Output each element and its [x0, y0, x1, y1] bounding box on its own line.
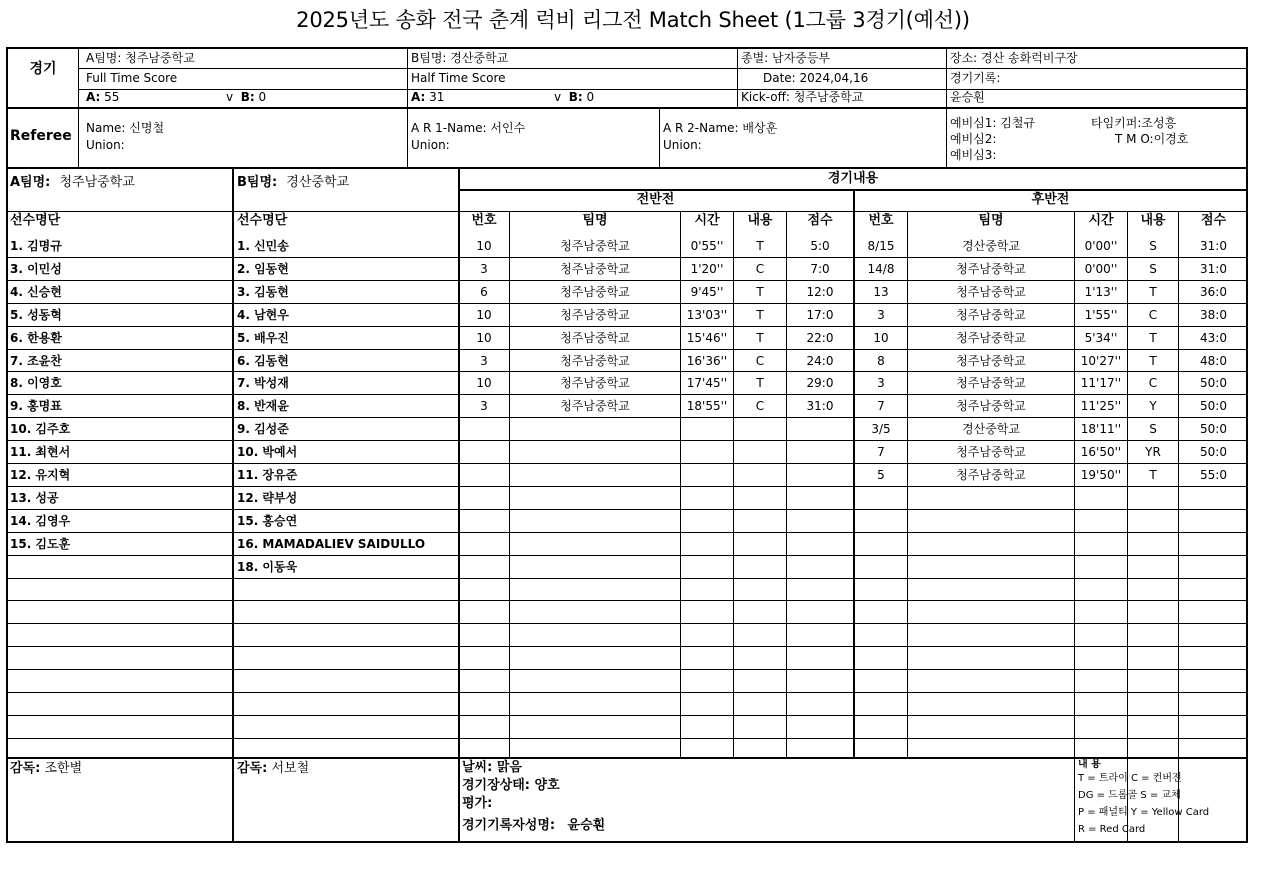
second-half-num: 3: [877, 376, 885, 390]
first-half-score: 29:0: [806, 376, 834, 390]
first-half-content: C: [755, 262, 765, 276]
table-row: [8, 258, 1248, 281]
team-b-heading: B팀명: 경산중학교: [237, 175, 350, 190]
second-half-score: 38:0: [1200, 308, 1227, 322]
second-half-team: 경산중학교: [962, 422, 1020, 436]
player-a: 12. 유지혁: [10, 468, 71, 482]
second-half-time: 16'50'': [1080, 445, 1122, 459]
first-half-num: 6: [480, 285, 488, 299]
half-time-score-b: v B: 0: [554, 90, 595, 104]
ar2-name: A R 2-Name: 배상훈: [663, 121, 778, 135]
coach-b: 감독: 서보철: [237, 761, 310, 776]
second-half-content: S: [1149, 239, 1157, 253]
second-half-time: 11'25'': [1080, 399, 1122, 413]
reserve-3: 예비심3:: [950, 148, 997, 162]
second-half-time: 1'55'': [1084, 308, 1118, 322]
full-time-score-b: v B: 0: [226, 90, 267, 104]
first-half-content: C: [755, 399, 765, 413]
second-half-content: C: [1148, 308, 1158, 322]
first-half-team: 청주남중학교: [560, 262, 630, 276]
first-half-content: T: [756, 331, 764, 345]
legend-line-4: R = Red Card: [1078, 824, 1146, 835]
second-half-team: 청주남중학교: [956, 376, 1026, 390]
first-half-num: 10: [476, 239, 492, 253]
table-row: [8, 281, 1248, 304]
player-list-header-b: 선수명단: [237, 213, 288, 228]
first-half-time: 15'46'': [686, 331, 728, 345]
kickoff: Kick-off: 청주남중학교: [741, 90, 864, 104]
second-half-score: 50:0: [1200, 422, 1227, 436]
second-half-team: 청주남중학교: [956, 285, 1026, 299]
recorder: 윤승훤: [950, 90, 985, 104]
half-time-label: Half Time Score: [411, 71, 506, 85]
player-b: 3. 김동현: [237, 285, 289, 299]
table-row: [8, 693, 1248, 716]
first-half-num: 10: [476, 376, 492, 390]
player-a: 8. 이영호: [10, 376, 62, 390]
second-half-score: 55:0: [1200, 468, 1227, 482]
reserve-2: 예비심2:: [950, 132, 997, 146]
second-half-team: 청주남중학교: [956, 468, 1026, 482]
first-half-score: 17:0: [806, 308, 834, 322]
table-row: [8, 464, 1248, 487]
table-row: [8, 670, 1248, 693]
first-half-score: 22:0: [806, 331, 834, 345]
second-half-title: 후반전: [1031, 192, 1070, 207]
second-half-content: T: [1149, 468, 1157, 482]
table-row: [8, 579, 1248, 602]
col-content-1: 내용: [747, 213, 773, 228]
first-half-team: 청주남중학교: [560, 376, 630, 390]
second-half-team: 청주남중학교: [956, 445, 1026, 459]
second-half-team: 청주남중학교: [956, 262, 1026, 276]
col-time-2: 시간: [1088, 213, 1114, 228]
player-b: 10. 박예서: [237, 445, 298, 459]
second-half-num: 13: [873, 285, 889, 299]
page-title: 2025년도 송화 전국 춘계 럭비 리그전 Match Sheet (1그룹 3경기(예선)): [296, 8, 970, 32]
table-row: [8, 716, 1248, 739]
first-half-content: T: [756, 285, 764, 299]
col-time-1: 시간: [694, 213, 720, 228]
table-row: [8, 441, 1248, 464]
first-half-content: T: [756, 239, 764, 253]
reserve-1: 예비심1: 김철규: [950, 116, 1036, 130]
second-half-team: 청주남중학교: [956, 308, 1026, 322]
player-list-header-a: 선수명단: [10, 213, 61, 228]
player-a: 10. 김주호: [10, 422, 71, 436]
second-half-content: S: [1149, 422, 1157, 436]
player-b: 16. MAMADALIEV SAIDULLO: [237, 537, 426, 551]
referee-name: Name: 신명철: [86, 121, 165, 135]
second-half-time: 0'00'': [1084, 239, 1118, 253]
table-row: [8, 739, 1248, 762]
table-row: [8, 395, 1248, 418]
table-row: [8, 624, 1248, 647]
player-a: 5. 성동혁: [10, 308, 62, 322]
second-half-score: 43:0: [1200, 331, 1227, 345]
table-row: [8, 510, 1248, 533]
ar1-union: Union:: [411, 138, 450, 152]
player-a: 6. 한용환: [10, 331, 62, 345]
player-b: 5. 배우진: [237, 331, 289, 345]
col-score-1: 점수: [807, 213, 833, 228]
recorder-signature: 경기기록자성명: 윤승훤: [462, 818, 606, 833]
first-half-content: T: [756, 308, 764, 322]
first-half-score: 7:0: [810, 262, 830, 276]
second-half-time: 1'13'': [1084, 285, 1118, 299]
player-b: 8. 반재윤: [237, 399, 289, 413]
match-date: Date: 2024,04,16: [763, 71, 869, 85]
second-half-content: YR: [1145, 445, 1161, 459]
first-half-team: 청주남중학교: [560, 285, 630, 299]
category: 종별: 남자중등부: [741, 51, 831, 65]
field-condition: 경기장상태: 양호: [462, 778, 560, 793]
team-a-heading: A팀명: 청주남중학교: [10, 175, 135, 190]
table-row: [8, 327, 1248, 350]
col-team-2: 팀명: [978, 213, 1004, 228]
player-b: 15. 홍승연: [237, 514, 298, 528]
second-half-score: 50:0: [1200, 399, 1227, 413]
player-b: 7. 박성재: [237, 376, 289, 390]
second-half-num: 7: [877, 445, 885, 459]
second-half-content: T: [1149, 285, 1157, 299]
first-half-score: 12:0: [806, 285, 834, 299]
player-a: 4. 신승현: [10, 285, 62, 299]
first-half-num: 10: [476, 308, 492, 322]
legend-title: 내 용: [1078, 759, 1101, 770]
evaluation: 평가:: [462, 796, 493, 811]
player-a: 1. 김명규: [10, 239, 62, 253]
col-team-1: 팀명: [582, 213, 608, 228]
first-half-team: 청주남중학교: [560, 331, 630, 345]
second-half-content: C: [1148, 376, 1158, 390]
second-half-content: S: [1149, 262, 1157, 276]
timekeeper: 타임키퍼:조성흥: [1091, 116, 1177, 130]
table-row: [8, 304, 1248, 327]
first-half-time: 9'45'': [690, 285, 724, 299]
first-half-time: 18'55'': [686, 399, 728, 413]
first-half-score: 5:0: [810, 239, 830, 253]
first-half-time: 17'45'': [686, 376, 728, 390]
first-half-team: 청주남중학교: [560, 354, 630, 368]
ar1-name: A R 1-Name: 서인수: [411, 121, 526, 135]
ar2-union: Union:: [663, 138, 702, 152]
first-half-num: 3: [480, 399, 488, 413]
table-row: [8, 350, 1248, 373]
player-a: 7. 조윤찬: [10, 354, 62, 368]
second-half-time: 11'17'': [1080, 376, 1122, 390]
second-half-time: 18'11'': [1080, 422, 1122, 436]
weather: 날씨: 맑음: [462, 760, 522, 775]
referee-union: Union:: [86, 138, 125, 152]
player-a: 11. 최현서: [10, 445, 71, 459]
second-half-score: 31:0: [1200, 262, 1227, 276]
first-half-team: 청주남중학교: [560, 399, 630, 413]
second-half-num: 3/5: [871, 422, 891, 436]
match-sheet: [6, 47, 1248, 843]
first-half-num: 10: [476, 331, 492, 345]
second-half-num: 5: [877, 468, 885, 482]
second-half-num: 8: [877, 354, 885, 368]
first-half-time: 1'20'': [690, 262, 724, 276]
second-half-time: 5'34'': [1084, 331, 1118, 345]
second-half-num: 8/15: [867, 239, 895, 253]
first-half-score: 24:0: [806, 354, 834, 368]
first-half-time: 16'36'': [686, 354, 728, 368]
second-half-score: 50:0: [1200, 376, 1227, 390]
referee-label: Referee: [10, 128, 72, 144]
second-half-content: T: [1149, 354, 1157, 368]
player-b: 6. 김동현: [237, 354, 289, 368]
second-half-time: 0'00'': [1084, 262, 1118, 276]
full-time-label: Full Time Score: [86, 71, 178, 85]
player-b: 4. 남현우: [237, 308, 289, 322]
col-num-2: 번호: [868, 213, 894, 228]
venue: 장소: 경산 송화럭비구장: [950, 51, 1078, 65]
legend-line-1: T = 트라이 C = 컨버전: [1078, 773, 1182, 784]
player-a: 3. 이민성: [10, 262, 62, 276]
second-half-team: 청주남중학교: [956, 399, 1026, 413]
first-half-score: 31:0: [806, 399, 834, 413]
legend-line-3: P = 패널티 Y = Yellow Card: [1078, 807, 1210, 818]
second-half-num: 3: [877, 308, 885, 322]
table-row: [8, 556, 1248, 579]
first-half-team: 청주남중학교: [560, 308, 630, 322]
second-half-time: 10'27'': [1080, 354, 1122, 368]
legend-line-2: DG = 드롭골 S = 교체: [1078, 790, 1181, 801]
first-half-content: C: [755, 354, 765, 368]
second-half-num: 7: [877, 399, 885, 413]
player-b: 2. 임동현: [237, 262, 289, 276]
player-b: 1. 신민송: [237, 239, 289, 253]
second-half-num: 10: [873, 331, 889, 345]
half-time-score: A: 31: [411, 90, 445, 104]
table-row: [8, 235, 1248, 258]
player-a: 14. 김영우: [10, 514, 71, 528]
coach-a: 감독: 조한별: [10, 761, 83, 776]
col-score-2: 점수: [1200, 213, 1227, 228]
first-half-title: 전반전: [636, 192, 675, 207]
match-content-title: 경기내용: [827, 171, 879, 186]
second-half-score: 31:0: [1200, 239, 1227, 253]
first-half-team: 청주남중학교: [560, 239, 630, 253]
second-half-score: 36:0: [1200, 285, 1227, 299]
second-half-score: 48:0: [1200, 354, 1227, 368]
second-half-time: 19'50'': [1080, 468, 1122, 482]
player-b: 11. 장유준: [237, 468, 298, 482]
table-row: [8, 601, 1248, 624]
col-num-1: 번호: [471, 213, 497, 228]
col-content-2: 내용: [1140, 213, 1166, 228]
game-label: 경기: [29, 61, 57, 77]
first-half-content: T: [756, 376, 764, 390]
player-a: 13. 성공: [10, 491, 59, 505]
team-b-name: B팀명: 경산중학교: [411, 51, 509, 65]
first-half-time: 13'03'': [686, 308, 728, 322]
table-row: [8, 418, 1248, 441]
team-a-name: A팀명: 청주남중학교: [86, 51, 195, 65]
table-row: [8, 372, 1248, 395]
player-a: 15. 김도훈: [10, 537, 71, 551]
second-half-content: Y: [1149, 399, 1157, 413]
second-half-num: 14/8: [867, 262, 895, 276]
tmo: T M O:이경호: [1115, 132, 1189, 146]
first-half-num: 3: [480, 262, 488, 276]
full-time-score: A: 55: [86, 90, 120, 104]
table-row: [8, 487, 1248, 510]
second-half-team: 경산중학교: [962, 239, 1020, 253]
player-b: 18. 이동욱: [237, 560, 298, 574]
second-half-score: 50:0: [1200, 445, 1227, 459]
second-half-content: T: [1149, 331, 1157, 345]
table-row: [8, 647, 1248, 670]
player-a: 9. 홍명표: [10, 399, 62, 413]
first-half-time: 0'55'': [690, 239, 724, 253]
table-row: [8, 533, 1248, 556]
second-half-team: 청주남중학교: [956, 354, 1026, 368]
second-half-team: 청주남중학교: [956, 331, 1026, 345]
player-b: 12. 략부성: [237, 491, 298, 505]
first-half-num: 3: [480, 354, 488, 368]
recorder-label: 경기기록:: [950, 71, 1001, 85]
player-b: 9. 김성준: [237, 422, 289, 436]
